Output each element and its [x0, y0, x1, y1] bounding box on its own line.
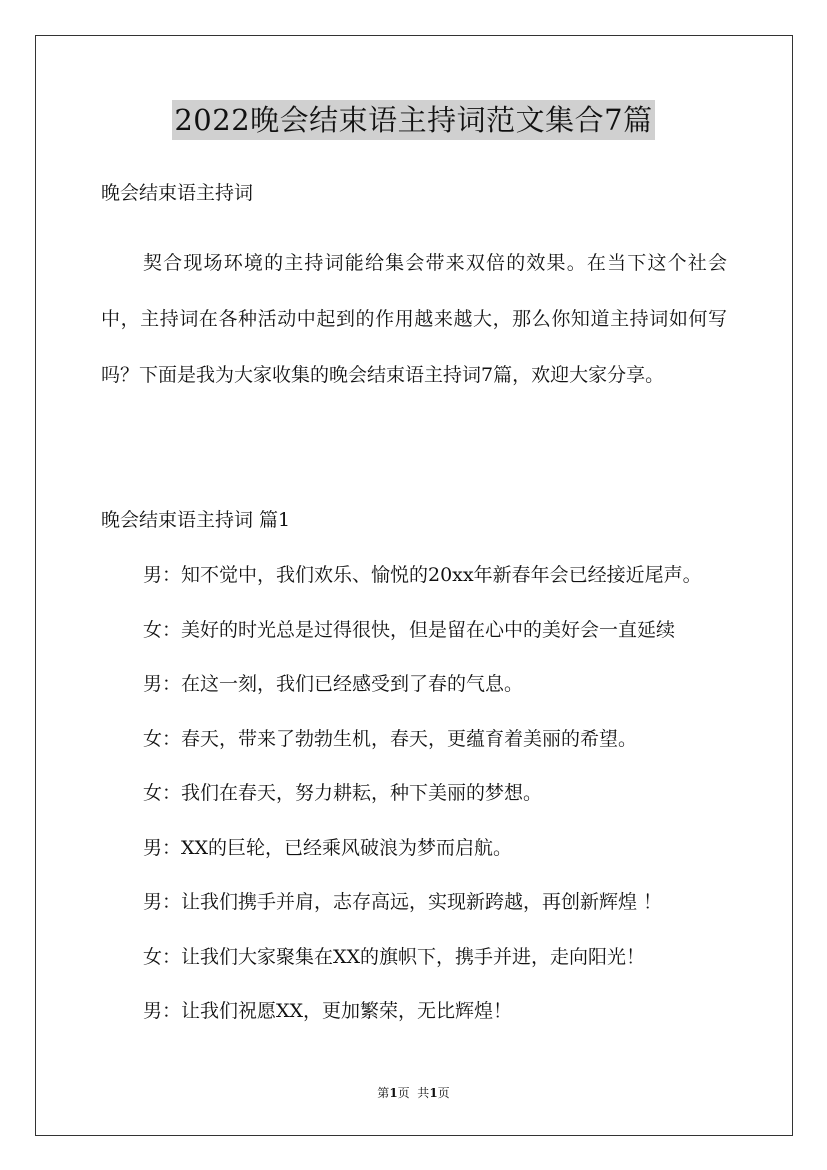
footer-suffix: 页: [437, 1086, 450, 1100]
dialogue-list: [143, 560, 702, 1051]
part-heading: 晚会结束语主持词 篇1: [101, 509, 291, 531]
dialogue-line: 女：美好的时光总是过得很快，但是留在心中的美好会一直延续: [143, 618, 676, 641]
intro-paragraph: 契合现场环境的主持词能给集会带来双倍的效果。在当下这个社会中，主持词在各种活动中起到的作用越来越大，那么你知道主持词如何写吗？下面是我为大家收集的晚会结束语主持词7篇，欢迎大家分享。: [101, 252, 727, 386]
footer-page-total: 1: [429, 1086, 438, 1100]
dialogue-line: 女：我们在春天，努力耕耘，种下美丽的梦想。: [143, 782, 543, 804]
dialogue-line: 男：在这一刻，我们已经感受到了春的气息。: [143, 673, 524, 695]
dialogue-line: 男：让我们祝愿XX，更加繁荣，无比辉煌！: [143, 1000, 513, 1022]
footer-prefix: 第: [377, 1086, 390, 1100]
dialogue-line: 男：XX的巨轮，已经乘风破浪为梦而启航。: [143, 836, 513, 859]
dialogue-line: 男：让我们携手并肩，志存高远，实现新跨越，再创新辉煌 ！: [143, 891, 663, 913]
dialogue-line: 女：让我们大家聚集在XX的旗帜下，携手并进，走向阳光！: [143, 945, 646, 968]
document-title: 2022晚会结束语主持词范文集合7篇: [172, 100, 654, 140]
title-container: [0, 100, 827, 140]
footer-mid: 页 共: [397, 1086, 430, 1100]
dialogue-line: 女：春天，带来了勃勃生机，春天，更蕴育着美丽的希望。: [143, 727, 638, 750]
footer-page-current: 1: [389, 1086, 398, 1100]
section-heading: 晚会结束语主持词: [101, 182, 254, 204]
page-footer: [0, 1085, 827, 1101]
dialogue-line: 男：知不觉中，我们欢乐、愉悦的20xx年新春年会已经接近尾声。: [143, 564, 702, 586]
